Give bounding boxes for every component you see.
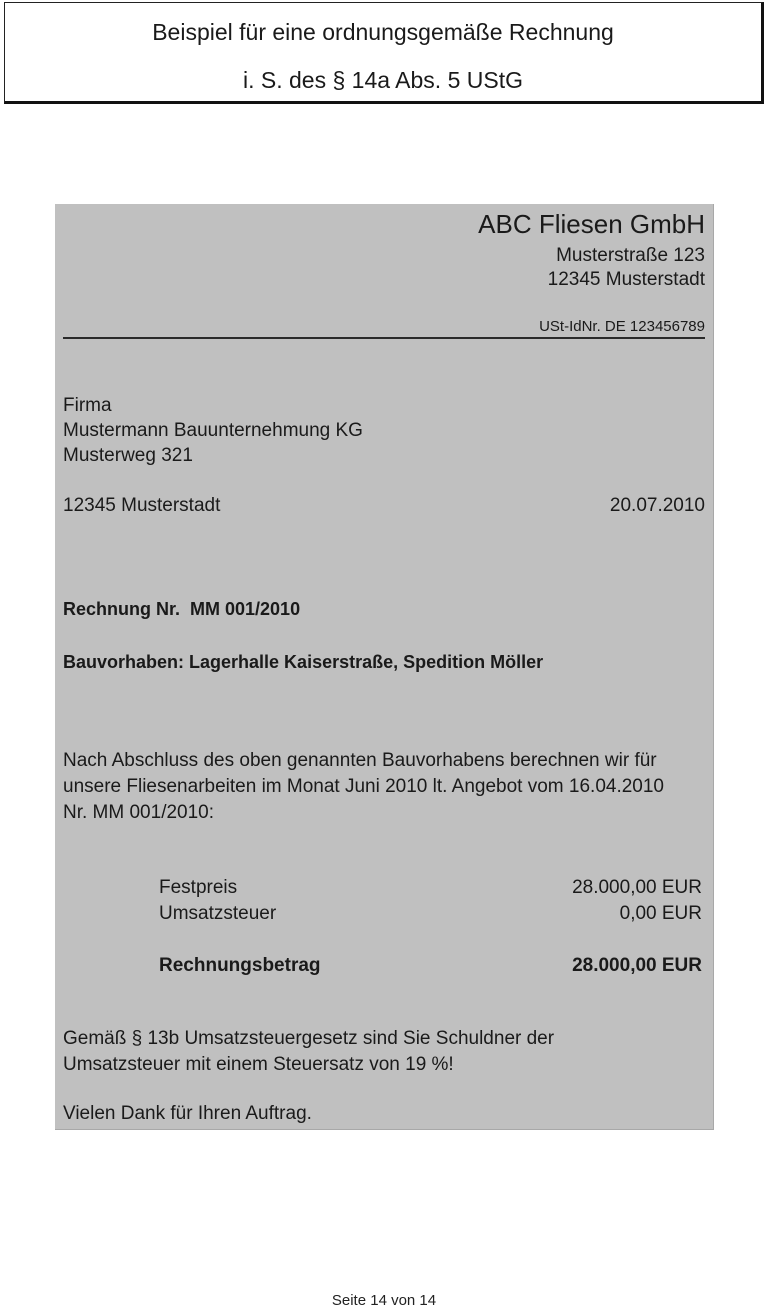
total-amount: 28.000,00 EUR <box>572 955 702 976</box>
recipient-address <box>63 393 363 468</box>
thank-you-text: Vielen Dank für Ihren Auftrag. <box>63 1103 312 1124</box>
sender-company-name: ABC Fliesen GmbH <box>478 209 705 239</box>
recipient-city-date-row <box>63 493 705 518</box>
recipient-city: 12345 Musterstadt <box>63 495 221 516</box>
invoice-intro <box>63 748 664 826</box>
letterhead-divider <box>63 337 705 339</box>
reverse-charge-note <box>63 1026 554 1078</box>
line-item-label: Festpreis <box>159 877 238 898</box>
recipient-line-1: Firma <box>63 395 112 416</box>
document-subtitle: i. S. des § 14a Abs. 5 UStG <box>243 67 523 93</box>
note-line-1: Gemäß § 13b Umsatzsteuergesetz sind Sie Schuldner der <box>63 1028 555 1049</box>
recipient-line-3: Musterweg 321 <box>63 445 193 466</box>
line-item-amount: 28.000,00 EUR <box>572 877 702 898</box>
document-title-box <box>4 2 764 104</box>
sender-street: Musterstraße 123 <box>556 245 705 266</box>
recipient-line-2: Mustermann Bauunternehmung KG <box>63 420 363 441</box>
invoice-date: 20.07.2010 <box>609 495 705 516</box>
intro-line-2: unsere Fliesenarbeiten im Monat Juni 2010 lt. Angebot vom 16.04.2010 <box>63 776 664 797</box>
document-title: Beispiel für eine ordnungsgemäße Rechnung <box>152 19 614 45</box>
line-item <box>159 901 702 927</box>
project-description: Bauvorhaben: Lagerhalle Kaiserstraße, Spedition Möller <box>63 652 544 672</box>
intro-line-3: Nr. MM 001/2010: <box>63 802 215 823</box>
invoice-total-row <box>159 953 702 979</box>
note-line-2: Umsatzsteuer mit einem Steuersatz von 19 %! <box>63 1054 454 1075</box>
invoice-number: Rechnung Nr. MM 001/2010 <box>63 599 301 619</box>
line-item <box>159 875 702 901</box>
sender-vat-id: USt-IdNr. DE 123456789 <box>539 318 705 335</box>
page-number: Seite 14 von 14 <box>331 1292 437 1309</box>
sender-city: 12345 Musterstadt <box>547 269 705 290</box>
total-label: Rechnungsbetrag <box>159 955 321 976</box>
line-item-amount: 0,00 EUR <box>619 903 702 924</box>
invoice-line-items <box>159 875 702 979</box>
line-item-label: Umsatzsteuer <box>159 903 277 924</box>
intro-line-1: Nach Abschluss des oben genannten Bauvorhabens berechnen wir für <box>63 750 657 771</box>
invoice-sample <box>55 204 714 1130</box>
